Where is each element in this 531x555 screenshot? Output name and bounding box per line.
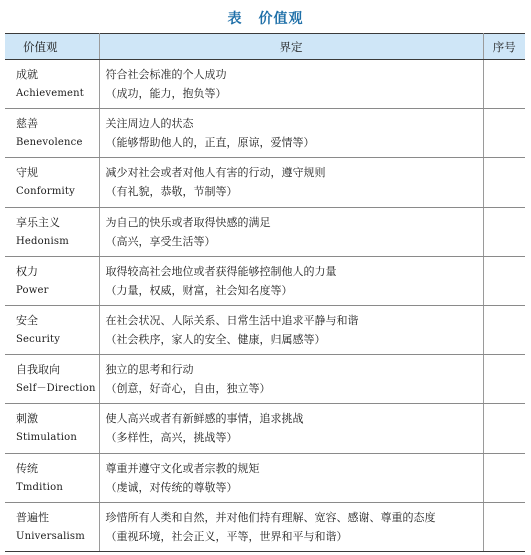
value-name-zh: 慈善: [16, 117, 38, 131]
definition-cell: [99, 502, 483, 551]
value-name-cell: [5, 502, 99, 551]
table-row: [5, 256, 525, 305]
table-row: [5, 207, 525, 256]
value-name-cell: [5, 256, 99, 305]
table-row: [5, 109, 525, 158]
table-row: [5, 158, 525, 207]
header-values: 价值观: [5, 34, 99, 60]
value-name-en: Tmdition: [16, 481, 64, 493]
value-name-cell: [5, 453, 99, 502]
definition-line: 为自己的快乐或者取得快感的满足: [105, 215, 271, 229]
rank-cell[interactable]: [483, 207, 525, 256]
value-name-en: Achievement: [16, 88, 85, 100]
value-name-zh: 自我取向: [16, 363, 60, 377]
value-name-cell: [5, 158, 99, 207]
definition-cell: [99, 109, 483, 158]
rank-cell[interactable]: [483, 404, 525, 453]
rank-cell[interactable]: [483, 109, 525, 158]
table-row: [5, 453, 525, 502]
value-name-en: Universalism: [16, 530, 85, 542]
value-name-cell: [5, 60, 99, 109]
definition-cell: [99, 207, 483, 256]
definition-line: 取得较高社会地位或者获得能够控制他人的力量: [105, 264, 337, 278]
definition-line: 独立的思考和行动: [105, 363, 194, 377]
definition-examples: （成功，能力，抱负等）: [105, 87, 227, 101]
table-row: [5, 305, 525, 354]
value-name-zh: 享乐主义: [16, 215, 60, 229]
definition-cell: [99, 60, 483, 109]
definition-line: 珍惜所有人类和自然，并对他们持有理解、宽容、感谢、尊重的态度: [105, 510, 436, 524]
value-name-en: Stimulation: [16, 432, 78, 444]
rank-cell[interactable]: [483, 256, 525, 305]
value-name-zh: 普遍性: [16, 510, 49, 524]
definition-examples: （有礼貌，恭敬，节制等）: [105, 185, 238, 199]
table-row: [5, 355, 525, 404]
definition-cell: [99, 256, 483, 305]
definition-line: 尊重并遵守文化或者宗教的规矩: [105, 461, 260, 475]
header-rank: 序号: [483, 34, 525, 60]
header-definition: 界定: [99, 34, 483, 60]
rank-cell[interactable]: [483, 453, 525, 502]
rank-cell[interactable]: [483, 502, 525, 551]
definition-cell: [99, 453, 483, 502]
table-row: [5, 60, 525, 109]
definition-examples: （虔诚，对传统的尊敬等）: [105, 480, 238, 494]
definition-examples: （创意，好奇心，自由，独立等）: [105, 382, 271, 396]
table-title-text: 价值观: [258, 11, 304, 27]
value-name-cell: [5, 404, 99, 453]
value-name-cell: [5, 305, 99, 354]
table-row: [5, 404, 525, 453]
value-name-cell: [5, 355, 99, 404]
definition-cell: [99, 158, 483, 207]
table-title-label: 表: [227, 11, 243, 27]
rank-cell[interactable]: [483, 158, 525, 207]
value-name-zh: 刺激: [16, 412, 38, 426]
value-name-en: Security: [16, 334, 61, 346]
value-name-zh: 守规: [16, 166, 38, 180]
value-name-en: Hedonism: [16, 235, 69, 247]
definition-line: 关注周边人的状态: [105, 117, 194, 131]
definition-cell: [99, 305, 483, 354]
rank-cell[interactable]: [483, 305, 525, 354]
value-name-zh: 传统: [16, 461, 38, 475]
value-name-en: Benevolence: [16, 137, 83, 149]
value-name-en: Power: [16, 284, 49, 296]
table-row: [5, 502, 525, 551]
definition-examples: （社会秩序，家人的安全、健康，归属感等）: [105, 333, 326, 347]
definition-examples: （多样性，高兴，挑战等）: [105, 431, 238, 445]
value-name-cell: [5, 109, 99, 158]
definition-examples: （能够帮助他人的，正直，原谅，爱情等）: [105, 136, 315, 150]
rank-cell[interactable]: [483, 355, 525, 404]
definition-line: 符合社会标准的个人成功: [105, 68, 227, 82]
definition-line: 在社会状况、人际关系、日常生活中追求平静与和谐: [105, 314, 359, 328]
definition-cell: [99, 355, 483, 404]
definition-line: 减少对社会或者对他人有害的行动，遵守规则: [105, 166, 326, 180]
header-row: [5, 34, 525, 60]
value-name-zh: 安全: [16, 314, 38, 328]
value-name-zh: 成就: [16, 68, 38, 82]
value-name-zh: 权力: [16, 264, 38, 278]
definition-examples: （高兴，享受生活等）: [105, 234, 216, 248]
value-name-en: Conformity: [16, 186, 75, 198]
rank-cell[interactable]: [483, 60, 525, 109]
definition-line: 使人高兴或者有新鲜感的事情，追求挑战: [105, 412, 304, 426]
values-table: [5, 33, 525, 552]
value-name-en: Self－Direction: [16, 383, 96, 395]
table-title: [0, 8, 531, 28]
definition-examples: （力量，权威，财富，社会知名度等）: [105, 283, 293, 297]
definition-examples: （重视环境，社会正义，平等，世界和平与和谐）: [105, 529, 348, 543]
value-name-cell: [5, 207, 99, 256]
definition-cell: [99, 404, 483, 453]
